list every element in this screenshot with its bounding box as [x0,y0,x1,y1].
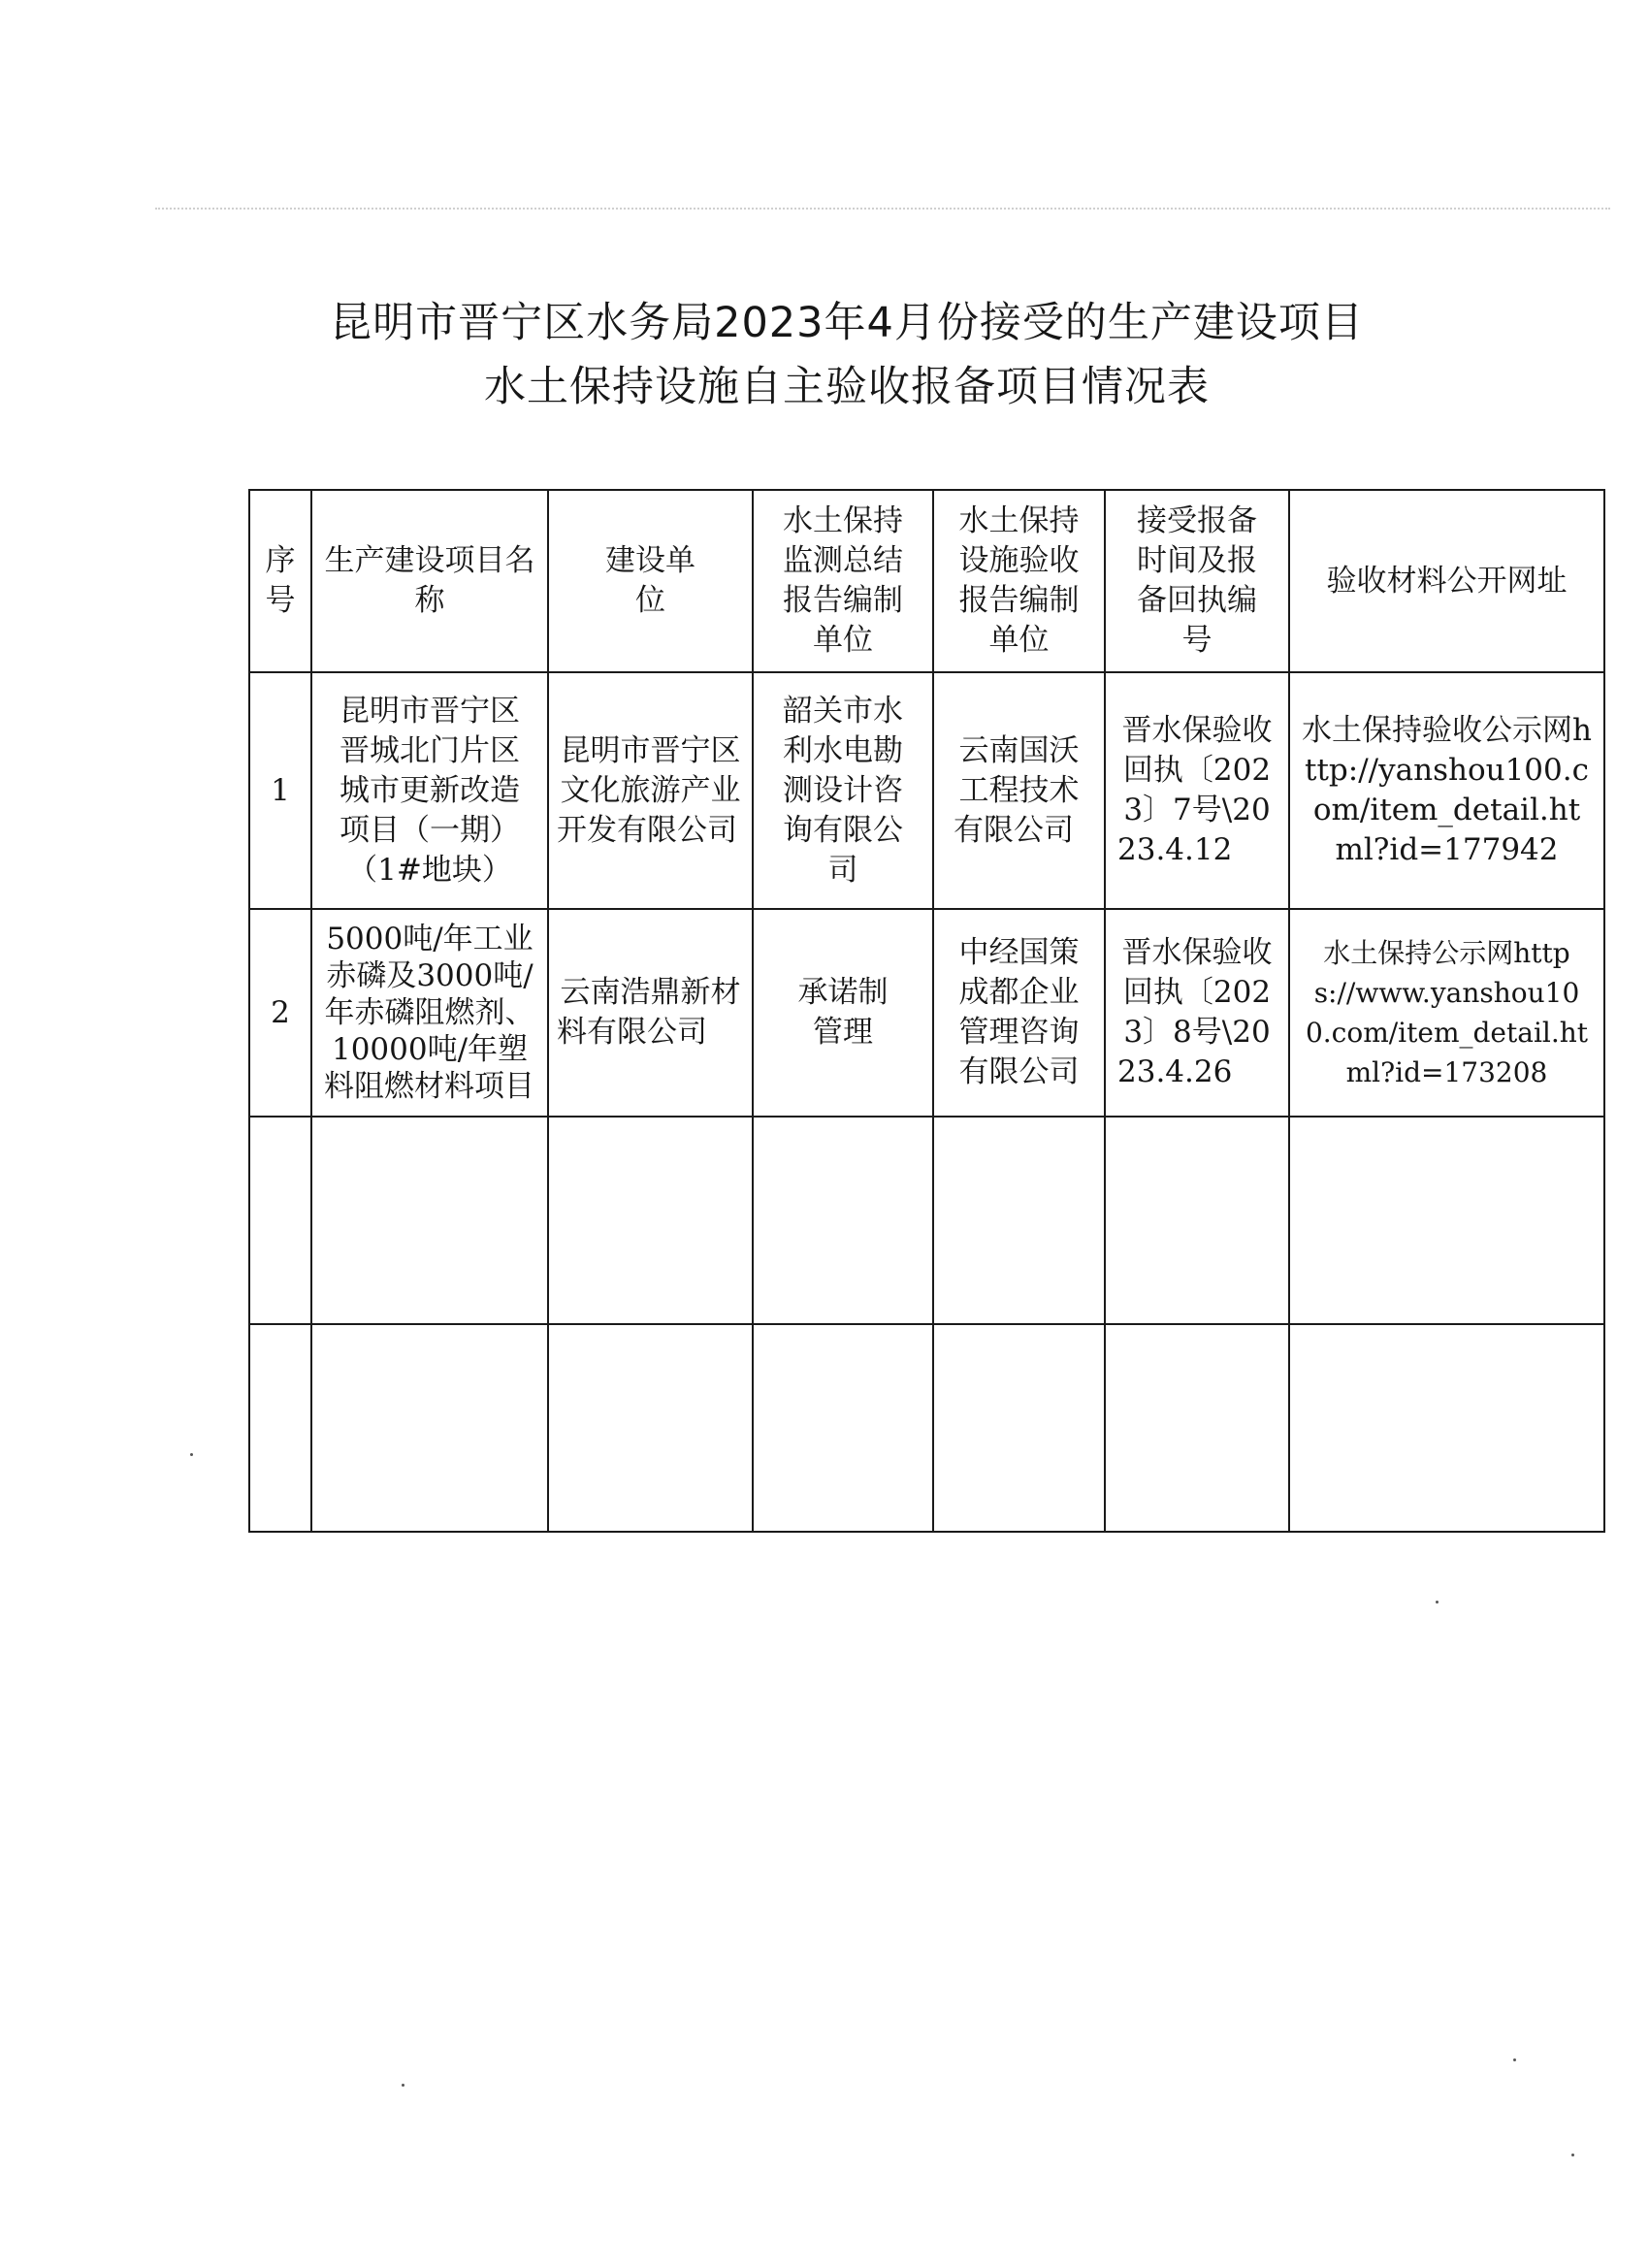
header-row [249,490,1604,672]
cell-acceptance-unit: 中经国策成都企业管理咨询有限公司 [933,909,1105,1117]
header-monitor-unit: 水土保持监测总结报告编制单位 [753,490,933,672]
header-project: 生产建设项目名称 [311,490,548,672]
cell-url: 水土保持公示网https://www.yanshou100.com/item_detail.html?id=173208 [1289,909,1604,1117]
cell-url: 水土保持验收公示网http://yanshou100.com/item_detail.html?id=177942 [1289,672,1604,909]
document-title-line-2: 水土保持设施自主验收报备项目情况表 [484,363,1210,411]
table-row-empty [249,1117,1604,1324]
table-row-empty [249,1324,1604,1532]
scan-speck [1513,2058,1516,2061]
cell-no: 2 [249,909,311,1117]
cell-project: 昆明市晋宁区晋城北门片区城市更新改造项目（一期）（1#地块） [311,672,548,909]
cell-receipt: 晋水保验收回执〔2023〕8号\2023.4.26 [1105,909,1289,1117]
cell-builder: 云南浩鼎新材料有限公司 [548,909,753,1117]
cell-monitor-unit: 韶关市水利水电勘测设计咨询有限公司 [753,672,933,909]
header-acceptance-unit: 水土保持设施验收报告编制单位 [933,490,1105,672]
header-url: 验收材料公开网址 [1289,490,1604,672]
cell-monitor-unit: 承诺制管理 [753,909,933,1117]
table-row [249,909,1604,1117]
cell-receipt: 晋水保验收回执〔2023〕7号\2023.4.12 [1105,672,1289,909]
cell-no: 1 [249,672,311,909]
scan-speck [1436,1601,1439,1604]
cell-project: 5000吨/年工业赤磷及3000吨/年赤磷阻燃剂、10000吨/年塑料阻燃材料项目 [311,909,548,1117]
header-builder: 建设单位 [548,490,753,672]
scan-speck [1571,2154,1574,2156]
header-receipt: 接受报备时间及报备回执编号 [1105,490,1289,672]
scan-artifact-line [155,208,1610,210]
cell-builder: 昆明市晋宁区文化旅游产业开发有限公司 [548,672,753,909]
cell-acceptance-unit: 云南国沃工程技术有限公司 [933,672,1105,909]
table-row [249,672,1604,909]
header-no: 序号 [249,490,311,672]
filing-table [248,489,1605,1533]
scan-speck [190,1453,193,1456]
scan-speck [402,2084,404,2087]
document-title-line-1: 昆明市晋宁区水务局2023年4月份接受的生产建设项目 [330,299,1364,347]
